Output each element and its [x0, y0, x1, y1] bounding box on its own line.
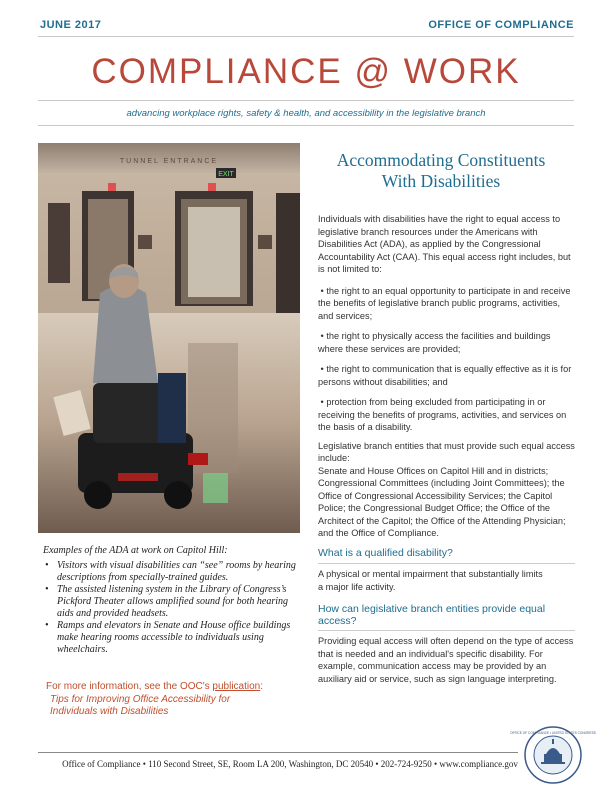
list-item	[43, 620, 305, 656]
article-title-line2: With Disabilities	[381, 171, 501, 191]
list-item-text: Ramps and elevators in Senate and House office buildings make hearing rooms accessible to individuals using wheelchairs.	[57, 620, 291, 655]
office-seal-icon	[510, 726, 596, 784]
right-item-text: the right to physically access the facilities and buildings where these services are provided;	[318, 331, 551, 354]
hallway-photo	[38, 143, 300, 533]
list-item-text: Visitors with visual disabilities can “see” rooms by hearing descriptions from specially-trained guides.	[57, 560, 296, 583]
exit-sign: EXIT	[218, 171, 234, 178]
right-item	[318, 285, 575, 323]
bullet-icon: •	[318, 364, 327, 374]
answer-equal-access: Providing equal access will often depend on the type of access that is needed and an individual's specific disability. For example, communication access may be provided by an auxiliary aid or service, such as sign language interpreting.	[318, 636, 574, 684]
publication-title-line1: Tips for Improving Office Accessibility for	[50, 693, 231, 705]
section-divider	[318, 563, 575, 564]
right-item	[318, 396, 575, 434]
bullet-icon: •	[318, 397, 327, 407]
right-item-text: the right to an equal opportunity to participate in and receive the benefits of legislative branch public programs, activities, and services;	[318, 285, 571, 321]
ada-examples-list	[43, 560, 305, 656]
more-info-suffix: :	[260, 681, 264, 692]
answer-qualified-disability: A physical or mental impairment that substantially limits a major life activity.	[318, 569, 543, 592]
header-divider	[38, 36, 574, 37]
question-qualified-disability: What is a qualified disability?	[318, 547, 453, 559]
issue-date: JUNE 2017	[40, 19, 102, 31]
publication-link[interactable]: publication	[212, 681, 261, 692]
list-item	[43, 560, 305, 584]
right-item-text: the right to communication that is equally effective as it is for persons without disabilities; and	[318, 364, 572, 387]
bullet-icon: •	[45, 620, 49, 631]
ada-examples-heading: Examples of the ADA at work on Capitol Hill:	[43, 545, 228, 556]
tagline-divider	[38, 125, 574, 126]
footer-divider	[38, 752, 518, 753]
section-divider	[318, 630, 575, 631]
entities-intro: Legislative branch entities that must provide such equal access include:	[318, 440, 575, 463]
list-item-text: The assisted listening system in the Library of Congress’s Pickford Theater allows amplified sound for both hearing aids and provided headsets.	[57, 584, 289, 619]
bullet-icon: •	[45, 584, 49, 595]
right-item	[318, 363, 575, 388]
publication-title-line2: Individuals with Disabilities	[50, 706, 169, 717]
office-name: OFFICE OF COMPLIANCE	[428, 19, 574, 31]
ada-examples	[43, 545, 305, 656]
newsletter-title: COMPLIANCE @ WORK	[91, 52, 521, 91]
seal-text: OFFICE OF COMPLIANCE • UNITED STATES CONGRESS	[510, 731, 596, 735]
article-body	[318, 213, 575, 540]
article-intro: Individuals with disabilities have the right to equal access to legislative branch resources under the Americans with Disabilities Act (ADA), as applied by the Congressional Accountability Act (CAA). This equal access right includes, but is not limited to:	[318, 214, 571, 274]
bullet-icon: •	[45, 560, 49, 571]
list-item	[43, 584, 305, 620]
tunnel-sign: TUNNEL ENTRANCE	[119, 158, 219, 165]
tagline: advancing workplace rights, safety & health, and accessibility in the legislative branch	[126, 108, 486, 119]
right-item	[318, 330, 575, 355]
right-item-text: protection from being excluded from participating in or receiving the benefits of programs, activities, and services on the basis of a disability.	[318, 397, 567, 432]
more-info	[46, 681, 308, 719]
article-title	[306, 150, 576, 192]
title-divider	[38, 100, 574, 101]
bullet-icon: •	[318, 285, 327, 296]
bullet-icon: •	[318, 331, 327, 341]
more-info-prefix: For more information, see the OOC's	[46, 681, 213, 692]
entities-list: Senate and House Offices on Capitol Hill and in districts; Congressional Committees (including Joint Committees); the Office of Congressional Accessibility Services; the Capitol Police; the Congressional Budget Office; the Office of the Architect of the Capitol; the Office of the Attending Physician; and the Office of Compliance.	[318, 465, 566, 538]
article-title-line1: Accommodating Constituents	[336, 150, 546, 170]
footer-address: Office of Compliance • 110 Second Street, SE, Room LA 200, Washington, DC 20540 • 202-724-9250 • www.compliance.gov	[62, 759, 518, 769]
question-equal-access: How can legislative branch entities provide equal access?	[318, 603, 546, 627]
